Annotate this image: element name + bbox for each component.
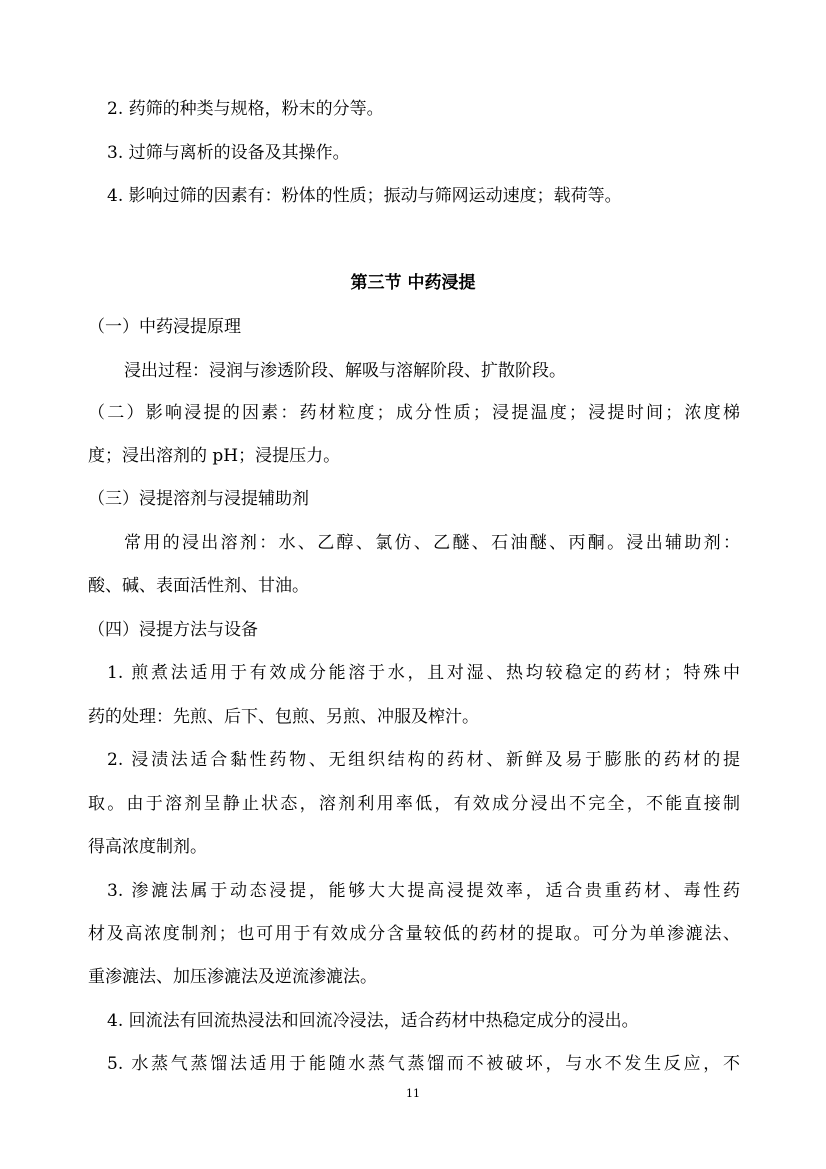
paragraph-decoction-line-2: 药的处理：先煎、后下、包煎、另煎、冲服及榨汁。	[88, 707, 479, 727]
subheading-methods: （四）浸提方法与设备	[88, 620, 258, 640]
paragraph-percolation-line-3: 重渗漉法、加压渗漉法及逆流渗漉法。	[88, 967, 377, 987]
paragraph-reflux: 4. 回流法有回流热浸法和回流冷浸法，适合药材中热稳定成分的浸出。	[107, 1011, 639, 1031]
section-heading: 第三节 中药浸提	[350, 273, 476, 293]
subheading-solvents: （三）浸提溶剂与浸提辅助剂	[88, 489, 309, 509]
paragraph-percolation-line-1: 3. 渗漉法属于动态浸提，能够大大提高浸提效率，适合贵重药材、毒性药	[107, 881, 740, 901]
paragraph-decoction-line-1: 1. 煎煮法适用于有效成分能溶于水，且对湿、热均较稳定的药材；特殊中	[107, 663, 740, 683]
paragraph-factors-line-1: （二）影响浸提的因素：药材粒度；成分性质；浸提温度；浸提时间；浓度梯	[88, 403, 740, 423]
page-number: 11	[406, 1087, 420, 1100]
list-item-sieve-equipment: 3. 过筛与离析的设备及其操作。	[107, 143, 350, 163]
paragraph-maceration-line-3: 得高浓度制剂。	[88, 837, 207, 857]
paragraph-factors-line-2: 度；浸出溶剂的 pH；浸提压力。	[88, 446, 341, 466]
paragraph-percolation-line-2: 材及高浓度制剂；也可用于有效成分含量较低的药材的提取。可分为单渗漉法、	[88, 924, 740, 944]
subheading-principle: （一）中药浸提原理	[88, 317, 241, 337]
paragraph-extraction-process: 浸出过程：浸润与渗透阶段、解吸与溶解阶段、扩散阶段。	[124, 361, 566, 381]
paragraph-maceration-line-1: 2. 浸渍法适合黏性药物、无组织结构的药材、新鲜及易于膨胀的药材的提	[107, 750, 740, 770]
list-item-sieve-types: 2. 药筛的种类与规格，粉末的分等。	[107, 99, 384, 119]
paragraph-solvents-line-1: 常用的浸出溶剂：水、乙醇、氯仿、乙醚、石油醚、丙酮。浸出辅助剂：	[124, 533, 740, 553]
list-item-sieve-factors: 4. 影响过筛的因素有：粉体的性质；振动与筛网运动速度；载荷等。	[107, 186, 622, 206]
paragraph-solvents-line-2: 酸、碱、表面活性剂、甘油。	[88, 576, 309, 596]
paragraph-steam-distillation: 5. 水蒸气蒸馏法适用于能随水蒸气蒸馏而不被破坏，与水不发生反应，不	[107, 1054, 740, 1074]
paragraph-maceration-line-2: 取。由于溶剂呈静止状态，溶剂利用率低，有效成分浸出不完全，不能直接制	[88, 794, 740, 814]
